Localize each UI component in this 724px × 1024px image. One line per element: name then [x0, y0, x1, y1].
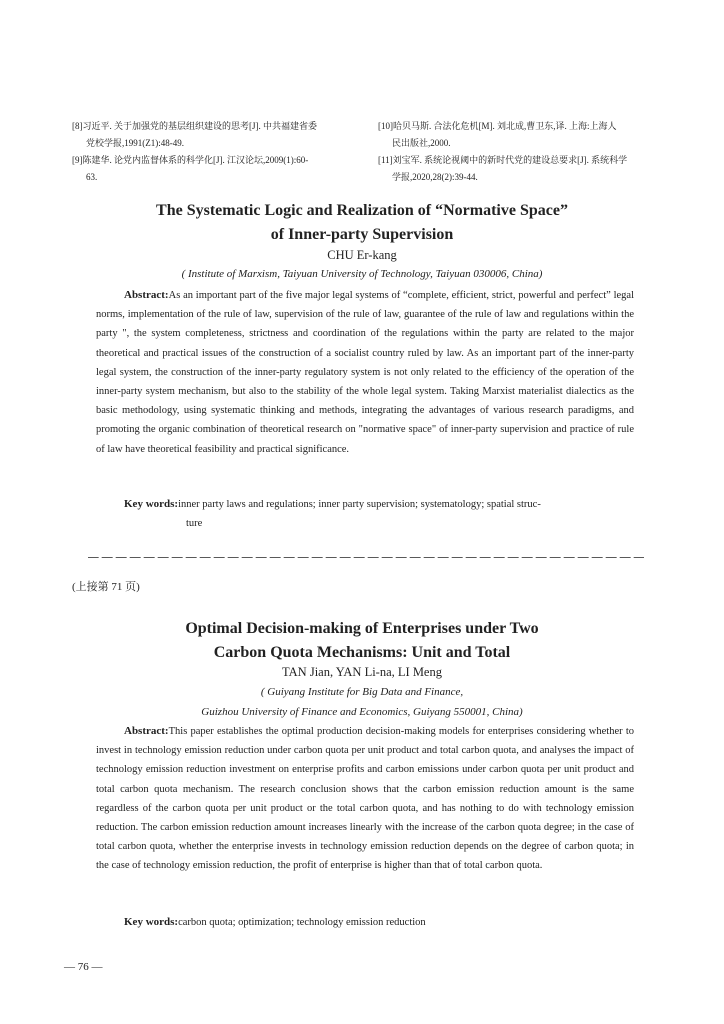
article2-title — [0, 617, 724, 665]
article1-keywords-label: Key words: — [124, 498, 179, 510]
article2-title-line2: Carbon Quota Mechanisms: Unit and Total — [213, 644, 511, 661]
article2-abstract — [96, 722, 634, 876]
article2-title-line1: Optimal Decision-making of Enterprises under Two — [185, 620, 539, 637]
continued-from-note: (上接第 71 页) — [72, 581, 140, 593]
reference-text: 哈贝马斯. 合法化危机[M]. 刘北成,曹卫东,译. 上海:上海人 — [393, 121, 617, 131]
reference-text-continued: 民出版社,2000. — [392, 138, 451, 148]
article1-affiliation: ( Institute of Marxism, Taiyuan University of Technology, Taiyuan 030006, China) — [181, 268, 543, 280]
reference-text: 陈建华. 论党内监督体系的科学化[J]. 江汉论坛,2009(1):60- — [82, 155, 309, 165]
reference-number: [11] — [378, 155, 393, 165]
reference-number: [10] — [378, 121, 393, 131]
section-divider — [88, 550, 644, 558]
article1-abstract-label: Abstract: — [124, 289, 169, 301]
reference-text: 习近平. 关于加强党的基层组织建设的思考[J]. 中共福建省委 — [82, 121, 317, 131]
article1-keywords — [96, 495, 634, 533]
article2-abstract-text: This paper establishes the optimal production decision-making models for enterprises considering whether to invest in technology emission reduction under carbon quota per unit product and total carbon quota, and analyses the impact of technology emission reduction investment on enterprise profits and carbon emissions under carbon quota per unit product and total carbon quota mechanism. The research conclusion shows that the carbon emission reduction amount is the same regardless of the carbon quota per unit product or the total carbon quota, and has nothing to do with technology emission reduction. The carbon emission reduction amount increases linearly with the increase of the carbon quota degree; in the case of total carbon quota, whether the enterprise invests in technology emission reduction depends on the degree of carbon quota; in the case of technology emission reduction, the profit of enterprise is higher than that of total carbon quota. — [96, 726, 634, 872]
reference-text-continued: 党校学报,1991(Z1):48-49. — [86, 138, 184, 148]
article2-affiliation-line1: ( Guiyang Institute for Big Data and Finance, — [260, 686, 464, 698]
reference-item — [378, 152, 668, 186]
article2-keywords-text: carbon quota; optimization; technology emission reduction — [178, 917, 426, 928]
reference-number: [9] — [72, 155, 83, 165]
article2-affiliation-line2: Guizhou University of Finance and Economics, Guiyang 550001, China) — [201, 706, 523, 718]
reference-item — [378, 118, 668, 152]
article2-author: TAN Jian, YAN Li-na, LI Meng — [282, 665, 442, 679]
article1-abstract — [96, 286, 634, 459]
article1-abstract-text: As an important part of the five major legal systems of “complete, efficient, strict, powerful and perfect” legal norms, implementation of the rule of law, supervision of the rule of law, guarantee of the rule of law and regulations within the party ", the system completeness, strictness and coordination of the regulations within the party are related to the major theoretical and practical issues of the construction of a socialist country ruled by law. As an important part of the inner-party legal system, the construction of the inner-party regulatory system is not only related to the efficiency of the operation of the inner-party system mechanism, but also to the stability of the whole legal system. Taking Marxist materialist dialectics as the basic methodology, using systematic thinking and methods, integrating the advantages of various research paradigms, and promoting the organic combination of theoretical research on "normative space" of inner-party supervision and practice of rule of law have theoretical feasibility and practical significance. — [96, 290, 634, 455]
article1-keywords-text: inner party laws and regulations; inner party supervision; systematology; spatial struc- — [178, 499, 541, 510]
article2-keywords — [96, 913, 634, 932]
reference-number: [8] — [72, 121, 83, 131]
reference-item — [72, 152, 372, 186]
reference-text-continued: 学报,2020,28(2):39-44. — [392, 172, 478, 182]
page-number: — 76 — — [64, 961, 103, 973]
reference-text: 刘宝军. 系统论视阈中的新时代党的建设总要求[J]. 系统科学 — [392, 155, 628, 165]
reference-item — [72, 118, 372, 152]
article1-author: CHU Er-kang — [327, 248, 397, 262]
article2-keywords-label: Key words: — [124, 916, 179, 928]
article1-title — [0, 199, 724, 247]
article2-abstract-label: Abstract: — [124, 725, 169, 737]
zigzag-divider — [88, 555, 644, 558]
article1-keywords-text-continued: ture — [186, 518, 203, 529]
article1-title-line1: The Systematic Logic and Realization of “Normative Space” — [156, 202, 568, 219]
reference-text-continued: 63. — [86, 172, 98, 182]
article1-title-line2: of Inner-party Supervision — [270, 226, 454, 243]
